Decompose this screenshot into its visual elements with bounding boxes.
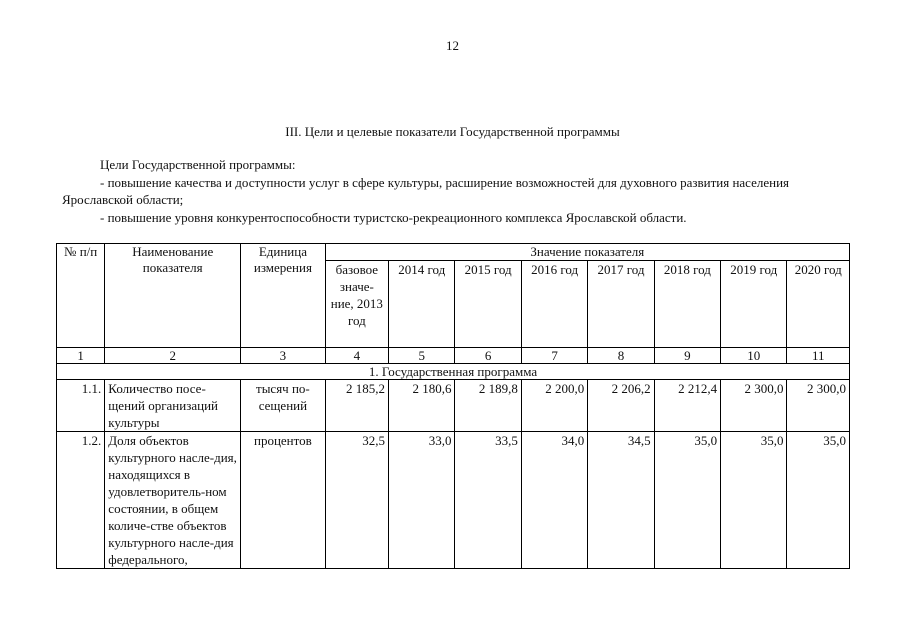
row-name: Количество посе-щений организаций культуры [105,380,241,432]
row-value: 2 180,6 [389,380,455,432]
header-year: базовое значе-ние, 2013 год [325,261,388,348]
table-row [57,380,850,432]
row-unit: процентов [241,432,326,569]
section-title: III. Цели и целевые показатели Государственной программы [285,124,620,139]
header-year: 2018 год [654,261,720,348]
index-cell: 3 [241,348,326,364]
header-row [57,244,850,261]
row-value: 35,0 [721,432,787,569]
header-name: Наименование показателя [105,244,241,348]
index-cell: 6 [455,348,521,364]
row-value: 35,0 [787,432,850,569]
index-cell: 2 [105,348,241,364]
row-value: 32,5 [325,432,388,569]
row-value: 2 185,2 [325,380,388,432]
index-cell: 10 [721,348,787,364]
index-cell: 1 [57,348,105,364]
index-cell: 4 [325,348,388,364]
header-year: 2015 год [455,261,521,348]
header-unit: Единица измерения [241,244,326,348]
header-year: 2016 год [521,261,587,348]
row-value: 33,0 [389,432,455,569]
row-value: 35,0 [654,432,720,569]
page-number: 12 [446,38,459,53]
row-value: 2 189,8 [455,380,521,432]
row-value: 2 206,2 [588,380,654,432]
row-value: 2 300,0 [787,380,850,432]
row-num: 1.2. [57,432,105,569]
header-year: 2014 год [389,261,455,348]
index-cell: 7 [521,348,587,364]
index-cell: 11 [787,348,850,364]
header-num: № п/п [57,244,105,348]
goals-block [62,156,852,226]
row-value: 2 212,4 [654,380,720,432]
section-row-label: 1. Государственная программа [57,364,850,380]
section-row [57,364,850,380]
table-row [57,432,850,569]
header-year: 2019 год [721,261,787,348]
row-value: 2 300,0 [721,380,787,432]
goal-item: - повышение уровня конкурентоспособности туристско-рекреационного комплекса Ярославской области. [100,209,687,225]
row-value: 33,5 [455,432,521,569]
goals-intro: Цели Государственной программы: [100,157,296,172]
index-cell: 9 [654,348,720,364]
header-year: 2017 год [588,261,654,348]
row-value: 2 200,0 [521,380,587,432]
indicators-table [56,243,850,569]
row-unit: тысяч по-сещений [241,380,326,432]
row-name: Доля объектов культурного насле-дия, находящихся в удовлетворитель-ном состоянии, в общем количе-стве объектов культурного насле-дия федерального, [105,432,241,569]
index-row [57,348,850,364]
header-value-group: Значение показателя [325,244,849,261]
index-cell: 8 [588,348,654,364]
index-cell: 5 [389,348,455,364]
goal-item: - повышение качества и доступности услуг в сфере культуры, расширение возможностей для духовного развития населения Ярославской области; [62,174,790,207]
header-year: 2020 год [787,261,850,348]
row-value: 34,5 [588,432,654,569]
row-value: 34,0 [521,432,587,569]
row-num: 1.1. [57,380,105,432]
